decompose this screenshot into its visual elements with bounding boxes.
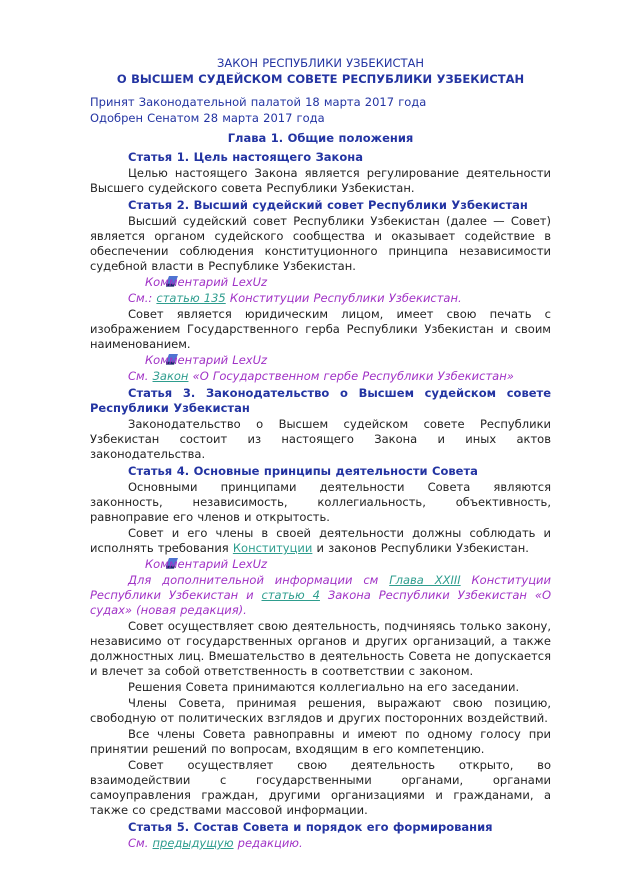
paragraph [90,727,551,757]
comment-label [90,353,551,368]
doc-link[interactable]: Конституции [232,541,313,555]
adoption-line-text: Принят Законодательной палатой 18 марта 2017 года [90,95,427,109]
paragraph-text: Законодательство о Высшем судейском совете Республики Узбекистан состоит из настоящего Закона и иных актов законодательства. [90,417,551,461]
comment-label [90,557,551,572]
comment-reference-text: См. [128,836,153,850]
paragraph [90,417,551,462]
article-heading-text: Статья 1. Цель настоящего Закона [128,150,363,164]
paragraph-text: Члены Совета, принимая решения, выражают свою позицию, свободную от политических взглядов и других посторонних воздействий. [90,696,551,725]
paragraph-text: Высший судейский совет Республики Узбекистан (далее — Совет) является органом судейского сообщества и оказывает содействие в обеспечении соблюдения конституционного принципа независимости судебной власти в Республике Узбекистан. [90,214,551,273]
doc-link[interactable]: статью 4 [261,588,320,602]
paragraph-text: Совет и его члены в своей деятельности должны соблюдать и исполнять требования [90,526,551,555]
article-heading [90,386,551,416]
paragraph-text: Все члены Совета равноправны и имеют по одному голосу при принятии решений по вопросам, входящим в его компетенцию. [90,727,551,756]
document-title-text: ЗАКОН РЕСПУБЛИКИ УЗБЕКИСТАН [216,56,425,70]
doc-link[interactable]: Глава XXIII [389,573,461,587]
document-subtitle [90,72,551,87]
paragraph-text: Совет осуществляет свою деятельность, подчиняясь только закону, независимо от государственных органов и других организаций, а также должностных лиц. Вмешательство в деятельность Совета не допускается и влечет за собой ответственность в соответствии с законом. [90,619,551,678]
paragraph [90,166,551,196]
lexuz-comment-flag-icon [128,558,140,569]
article-heading-text: Статья 4. Основные принципы деятельности Совета [128,464,478,478]
comment-reference-text: редакцию. [233,836,303,850]
comment-reference-text: См.: [128,291,157,305]
lexuz-comment-flag-icon [128,354,140,365]
document-subtitle-text: О ВЫСШЕМ СУДЕЙСКОМ СОВЕТЕ РЕСПУБЛИКИ УЗБЕКИСТАН [116,72,525,86]
paragraph [90,619,551,679]
comment-label [90,275,551,290]
paragraph-text: Совет является юридическим лицом, имеет свою печать с изображением Государственного герба Республики Узбекистан и своим наименованием. [90,307,551,351]
comment-reference-text: Для дополнительной информации см [128,573,390,587]
paragraph [90,214,551,274]
comment-label-text: Комментарий LexUz [145,353,268,367]
paragraph [90,758,551,818]
comment-reference [90,836,551,851]
chapter-heading-text: Глава 1. Общие положения [227,131,414,145]
article-heading-text: Статья 5. Состав Совета и порядок его формирования [128,820,493,834]
article-heading-text: Статья 3. Законодательство о Высшем судейском совете Республики Узбекистан [90,386,551,415]
comment-label-text: Комментарий LexUz [145,557,268,571]
adoption-line [90,111,551,126]
comment-reference-text: «О Государственном гербе Республики Узбекистан» [188,369,514,383]
adoption-line-text: Одобрен Сенатом 28 марта 2017 года [90,111,325,125]
document-title [90,56,551,71]
paragraph-text: Решения Совета принимаются коллегиально на его заседании. [128,680,520,694]
doc-link[interactable]: Закон [152,369,189,383]
paragraph [90,307,551,352]
adoption-line [90,95,551,110]
paragraph-text: Основными принципами деятельности Совета являются законность, независимость, коллегиальность, объективность, равноправие его членов и открытость. [90,480,551,524]
comment-reference-text: Конституции Республики Узбекистан и [90,573,552,602]
paragraph [90,480,551,525]
paragraph [90,680,551,695]
comment-reference [90,369,551,384]
paragraph-text: Целью настоящего Закона является регулирование деятельности Высшего судейского совета Республики Узбекистан. [90,166,551,195]
article-heading-text: Статья 2. Высший судейский совет Республики Узбекистан [128,198,528,212]
article-heading [90,150,551,165]
paragraph [90,526,551,556]
comment-reference [90,291,551,306]
paragraph [90,696,551,726]
doc-link[interactable]: статью 135 [156,291,226,305]
lexuz-comment-flag-icon [128,276,140,287]
comment-reference [90,573,551,618]
comment-reference-text: Закона Республики Узбекистан «О судах» (новая редакция). [90,588,551,617]
paragraph-text: Совет осуществляет свою деятельность открыто, во взаимодействии с государственными органами, органами самоуправления граждан, другими организациями и гражданами, а также со средствами массовой информации. [90,758,551,817]
article-heading [90,198,551,213]
paragraph-text: и законов Республики Узбекистан. [312,541,529,555]
article-heading [90,464,551,479]
comment-reference-text: Конституции Республики Узбекистан. [225,291,462,305]
comment-label-text: Комментарий LexUz [145,275,268,289]
comment-reference-text: См. [128,369,153,383]
chapter-heading [90,131,551,146]
doc-link[interactable]: предыдущую [152,836,234,850]
